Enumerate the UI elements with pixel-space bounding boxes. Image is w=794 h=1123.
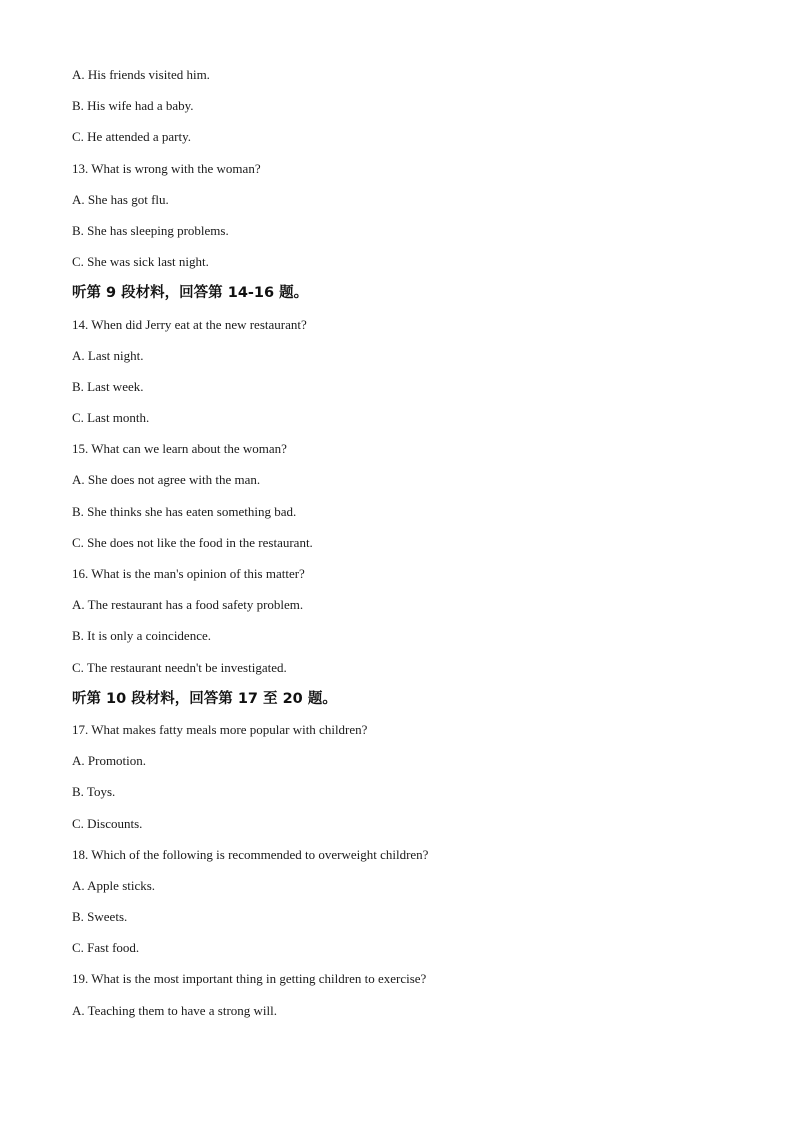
option-18-a: A. Apple sticks. — [72, 877, 156, 893]
option-14-a: A. Last night. — [72, 347, 144, 363]
option-15-a: A. She does not agree with the man. — [72, 472, 261, 488]
option-15-c: C. She does not like the food in the restaurant. — [72, 534, 313, 550]
option-18-b: B. Sweets. — [72, 909, 128, 925]
question-18: 18. Which of the following is recommended to overweight children? — [72, 846, 429, 862]
question-13: 13. What is wrong with the woman? — [72, 160, 261, 176]
option-18-c: C. Fast food. — [72, 940, 140, 956]
option-17-b: B. Toys. — [72, 784, 116, 800]
option-15-b: B. She thinks she has eaten something bad. — [72, 503, 297, 519]
option-13-b: B. She has sleeping problems. — [72, 222, 229, 238]
option-12-a: A. His friends visited him. — [72, 67, 210, 82]
option-14-b: B. Last week. — [72, 378, 144, 394]
question-16: 16. What is the man's opinion of this matter? — [72, 566, 305, 581]
section-heading-10: 听第 10 段材料，回答第 17 至 20 题。 — [72, 690, 337, 707]
option-19-a: A. Teaching them to have a strong will. — [72, 1002, 277, 1018]
option-13-c: C. She was sick last night. — [72, 254, 209, 270]
option-13-a: A. She has got flu. — [72, 191, 169, 207]
section-heading-9: 听第 9 段材料，回答第 14-16 题。 — [72, 285, 309, 302]
question-15: 15. What can we learn about the woman? — [72, 441, 287, 457]
option-16-b: B. It is only a coincidence. — [72, 628, 211, 644]
question-14: 14. When did Jerry eat at the new restaurant? — [72, 316, 307, 332]
question-19: 19. What is the most important thing in getting children to exercise? — [72, 971, 427, 987]
question-17: 17. What makes fatty meals more popular with children? — [72, 721, 368, 737]
option-17-a: A. Promotion. — [72, 753, 147, 769]
option-16-a: A. The restaurant has a food safety problem. — [72, 597, 304, 613]
document-page — [72, 64, 722, 1031]
option-12-b: B. His wife had a baby. — [72, 98, 194, 114]
option-17-c: C. Discounts. — [72, 815, 143, 831]
option-14-c: C. Last month. — [72, 410, 150, 426]
option-12-c: C. He attended a party. — [72, 129, 191, 145]
option-16-c: C. The restaurant needn't be investigated. — [72, 659, 287, 675]
